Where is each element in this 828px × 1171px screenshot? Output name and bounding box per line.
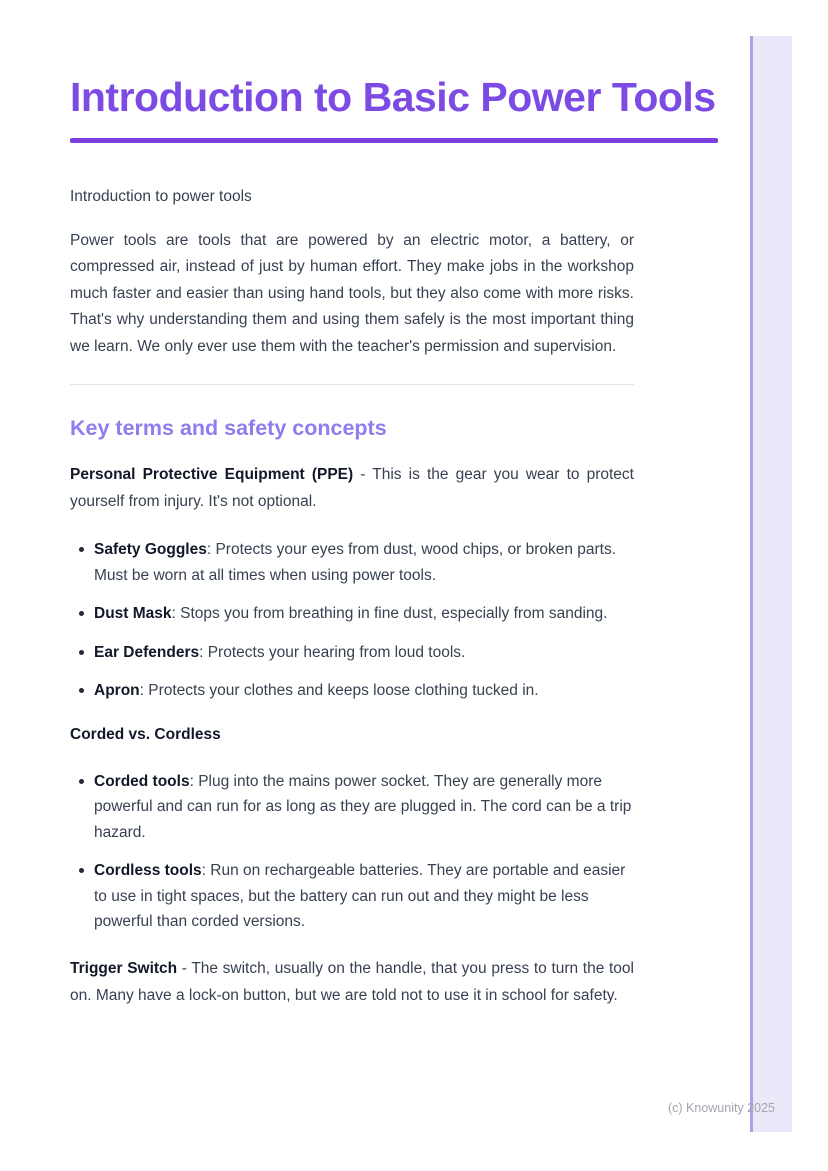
- ppe-paragraph: [70, 461, 634, 515]
- list-term: Safety Goggles: [94, 541, 207, 559]
- bullet-icon: [79, 650, 84, 655]
- bullet-icon: [79, 868, 84, 873]
- list-desc: : Run on rechargeable batteries. They are portable and easier to use in tight spaces, but the battery can run out and they might be less powerful than corded versions.: [94, 862, 626, 931]
- page-title: Introduction to Basic Power Tools: [70, 74, 716, 120]
- list-term: Dust Mask: [94, 605, 172, 623]
- list-desc: : Plug into the mains power socket. They are generally more powerful and can run for as long as they are plugged in. The cord can be a trip hazard.: [94, 772, 632, 841]
- list-desc: : Protects your eyes from dust, wood chips, or broken parts. Must be worn at all times when using power tools.: [94, 541, 617, 584]
- list-desc: : Stops you from breathing in fine dust, especially from sanding.: [171, 605, 608, 623]
- list-item: [94, 678, 634, 704]
- bullet-icon: [79, 779, 84, 784]
- intro-paragraph: Power tools are tools that are powered by an electric motor, a battery, or compressed air, instead of just by human effort. They make jobs in the workshop much faster and easier than using hand tools, but they also come with more risks. That's why understanding them and using them safely is the most important thing we learn. We only ever use them with the teacher's permission and supervision.: [70, 231, 634, 355]
- intro-label: Introduction to power tools: [70, 187, 252, 205]
- list-item: [94, 601, 634, 627]
- section-heading: Key terms and safety concepts: [70, 416, 387, 441]
- list-desc: : Protects your hearing from loud tools.: [199, 643, 466, 661]
- list-desc: : Protects your clothes and keeps loose clothing tucked in.: [139, 682, 539, 700]
- ppe-desc: - This is the gear you wear to protect yourself from injury. It's not optional.: [70, 466, 634, 511]
- list-item: [94, 769, 634, 846]
- list-term: Apron: [94, 682, 140, 700]
- corded-heading: Corded vs. Cordless: [70, 725, 221, 743]
- list-term: Corded tools: [94, 772, 190, 790]
- list-item: [94, 858, 634, 935]
- document-content: [70, 0, 716, 1024]
- page-edge-stripe: [750, 36, 792, 1132]
- trigger-desc: - The switch, usually on the handle, that you press to turn the tool on. Many have a lock-on button, but we are told not to use it in school for safety.: [70, 959, 634, 1004]
- bullet-icon: [79, 547, 84, 552]
- trigger-term: Trigger Switch: [70, 959, 178, 977]
- corded-list: [70, 769, 634, 935]
- bullet-icon: [79, 611, 84, 616]
- trigger-paragraph: [70, 955, 634, 1009]
- ppe-list: [70, 537, 634, 704]
- footer-credit: (c) Knowunity 2025: [667, 1101, 775, 1115]
- list-term: Ear Defenders: [94, 643, 200, 661]
- section-divider: [70, 384, 634, 385]
- title-underline-rule: [70, 138, 718, 143]
- list-term: Cordless tools: [94, 862, 202, 880]
- ppe-term: Personal Protective Equipment (PPE): [70, 466, 354, 484]
- list-item: [94, 640, 634, 666]
- bullet-icon: [79, 688, 84, 693]
- list-item: [94, 537, 634, 588]
